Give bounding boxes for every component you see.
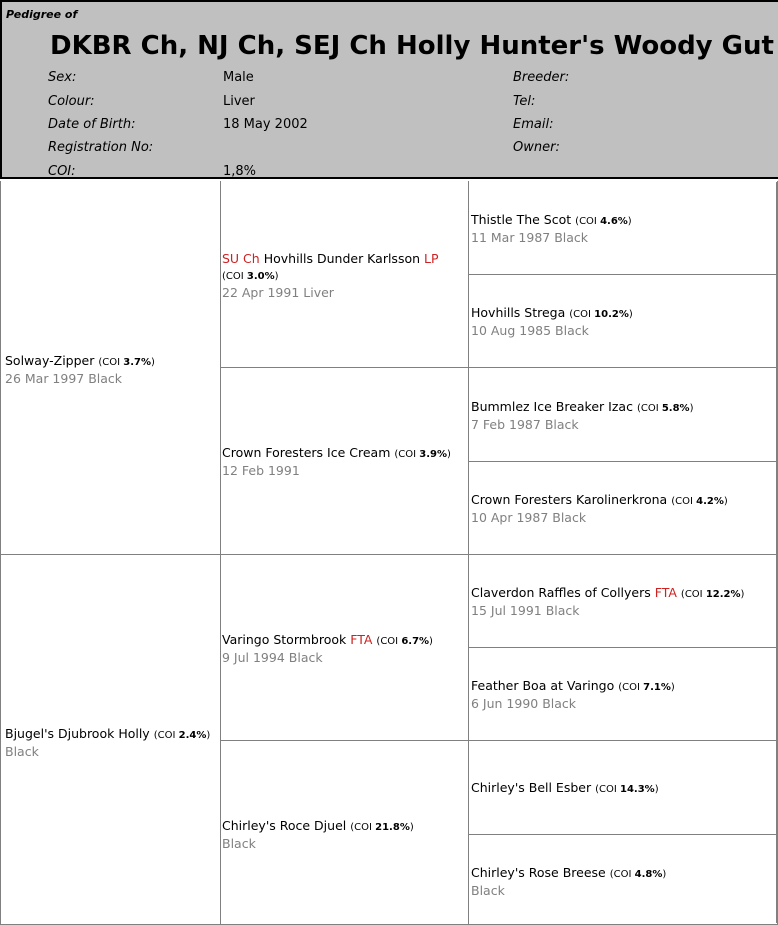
email-label: Email:	[513, 117, 554, 132]
great-grandparent-cell	[469, 181, 778, 275]
great-grandparent-entry[interactable]	[471, 865, 666, 899]
dam-entry[interactable]	[5, 726, 217, 760]
coi-value: 1,8%	[223, 164, 257, 179]
great-grandparent-entry[interactable]	[471, 305, 633, 339]
colour-value: Liver	[223, 94, 255, 109]
grandparent-name[interactable]: Varingo Stormbrook	[222, 632, 347, 647]
great-grandparent-cell	[469, 275, 778, 368]
colour-label: Colour:	[48, 94, 95, 109]
great-grandparent-coi: (COI 4.6%)	[575, 216, 632, 227]
grandparent-name[interactable]: Hovhills Dunder Karlsson	[263, 251, 421, 266]
sex-value: Male	[223, 70, 254, 85]
great-grandparent-suffix-title: FTA	[654, 585, 677, 600]
great-grandparent-entry[interactable]	[471, 399, 693, 433]
grandparent-cell	[221, 181, 469, 368]
grandparent-coi: (COI 6.7%)	[376, 636, 433, 647]
great-grandparent-name[interactable]: Bummlez Ice Breaker Izac	[471, 399, 633, 414]
great-grandparent-name[interactable]: Crown Foresters Karolinerkrona	[471, 492, 668, 507]
great-grandparent-entry[interactable]	[471, 585, 744, 619]
great-grandparent-cell	[469, 462, 778, 555]
registration-label: Registration No:	[48, 140, 154, 155]
great-grandparent-coi: (COI 10.2%)	[569, 309, 633, 320]
great-grandparent-details: 11 Mar 1987 Black	[471, 230, 589, 245]
sire-name[interactable]: Solway-Zipper	[5, 353, 95, 368]
great-grandparent-coi: (COI 7.1%)	[618, 682, 675, 693]
great-grandparent-details: 10 Aug 1985 Black	[471, 323, 589, 338]
tel-label: Tel:	[513, 94, 536, 109]
grandparent-details: 12 Feb 1991	[222, 463, 300, 478]
grandparent-entry[interactable]	[222, 251, 462, 301]
owner-label: Owner:	[513, 140, 560, 155]
dam-name[interactable]: Bjugel's Djubrook Holly	[5, 726, 150, 741]
great-grandparent-cell	[469, 648, 778, 741]
dam-details: Black	[5, 744, 39, 759]
great-grandparent-coi: (COI 5.8%)	[636, 403, 694, 414]
grandparent-cell	[221, 741, 469, 925]
great-grandparent-entry[interactable]	[471, 492, 728, 526]
grandparent-details: Black	[222, 836, 256, 851]
grandparent-cell	[221, 368, 469, 555]
coi-label: COI:	[48, 164, 76, 179]
great-grandparent-entry[interactable]	[471, 212, 632, 246]
dob-label: Date of Birth:	[48, 117, 136, 132]
header-caption: Pedigree of	[6, 8, 78, 21]
great-grandparent-details: Black	[471, 883, 505, 898]
great-grandparent-cell	[469, 741, 778, 835]
dog-title: DKBR Ch, NJ Ch, SEJ Ch Holly Hunter's Woody Gut	[50, 31, 774, 61]
grandparent-prefix-title: SU Ch	[222, 251, 260, 266]
dob-value: 18 May 2002	[223, 117, 308, 132]
great-grandparent-cell	[469, 368, 778, 462]
grandparent-suffix-title: FTA	[350, 632, 373, 647]
great-grandparent-details: 10 Apr 1987 Black	[471, 510, 587, 525]
great-grandparent-name[interactable]: Chirley's Bell Esber	[471, 780, 592, 795]
pedigree-header	[0, 0, 778, 179]
grandparent-coi: (COI 3.9%)	[394, 449, 451, 460]
great-grandparent-name[interactable]: Feather Boa at Varingo	[471, 678, 615, 693]
sire-entry[interactable]	[5, 353, 215, 387]
parent-cell-dam	[0, 555, 221, 925]
great-grandparent-name[interactable]: Thistle The Scot	[471, 212, 572, 227]
sire-details: 26 Mar 1997 Black	[5, 371, 123, 386]
great-grandparent-details: 7 Feb 1987 Black	[471, 417, 579, 432]
grandparent-coi: (COI 3.0%)	[222, 271, 279, 282]
grandparent-name[interactable]: Chirley's Roce Djuel	[222, 818, 347, 833]
great-grandparent-details: 15 Jul 1991 Black	[471, 603, 580, 618]
grandparent-details: 22 Apr 1991 Liver	[222, 285, 334, 300]
grandparent-cell	[221, 555, 469, 741]
great-grandparent-name[interactable]: Hovhills Strega	[471, 305, 566, 320]
parent-cell-sire	[0, 181, 221, 555]
sex-label: Sex:	[48, 70, 77, 85]
grandparent-name[interactable]: Crown Foresters Ice Cream	[222, 445, 391, 460]
grandparent-entry[interactable]	[222, 632, 462, 666]
great-grandparent-coi: (COI 4.8%)	[609, 869, 667, 880]
grandparent-suffix-title: LP	[424, 251, 439, 266]
grandparent-entry[interactable]	[222, 445, 462, 479]
great-grandparent-coi: (COI 14.3%)	[595, 784, 659, 795]
great-grandparent-coi: (COI 4.2%)	[671, 496, 728, 507]
great-grandparent-cell	[469, 555, 778, 648]
great-grandparent-entry[interactable]	[471, 780, 659, 798]
dam-coi: (COI 2.4%)	[153, 730, 211, 741]
grandparent-entry[interactable]	[222, 818, 462, 852]
great-grandparent-cell	[469, 835, 778, 925]
breeder-label: Breeder:	[513, 70, 570, 85]
grandparent-coi: (COI 21.8%)	[350, 822, 414, 833]
great-grandparent-details: 6 Jun 1990 Black	[471, 696, 577, 711]
sire-coi: (COI 3.7%)	[98, 357, 155, 368]
great-grandparent-coi: (COI 12.2%)	[680, 589, 745, 600]
great-grandparent-name[interactable]: Chirley's Rose Breese	[471, 865, 606, 880]
grandparent-details: 9 Jul 1994 Black	[222, 650, 323, 665]
great-grandparent-name[interactable]: Claverdon Raffles of Collyers	[471, 585, 651, 600]
great-grandparent-entry[interactable]	[471, 678, 675, 712]
